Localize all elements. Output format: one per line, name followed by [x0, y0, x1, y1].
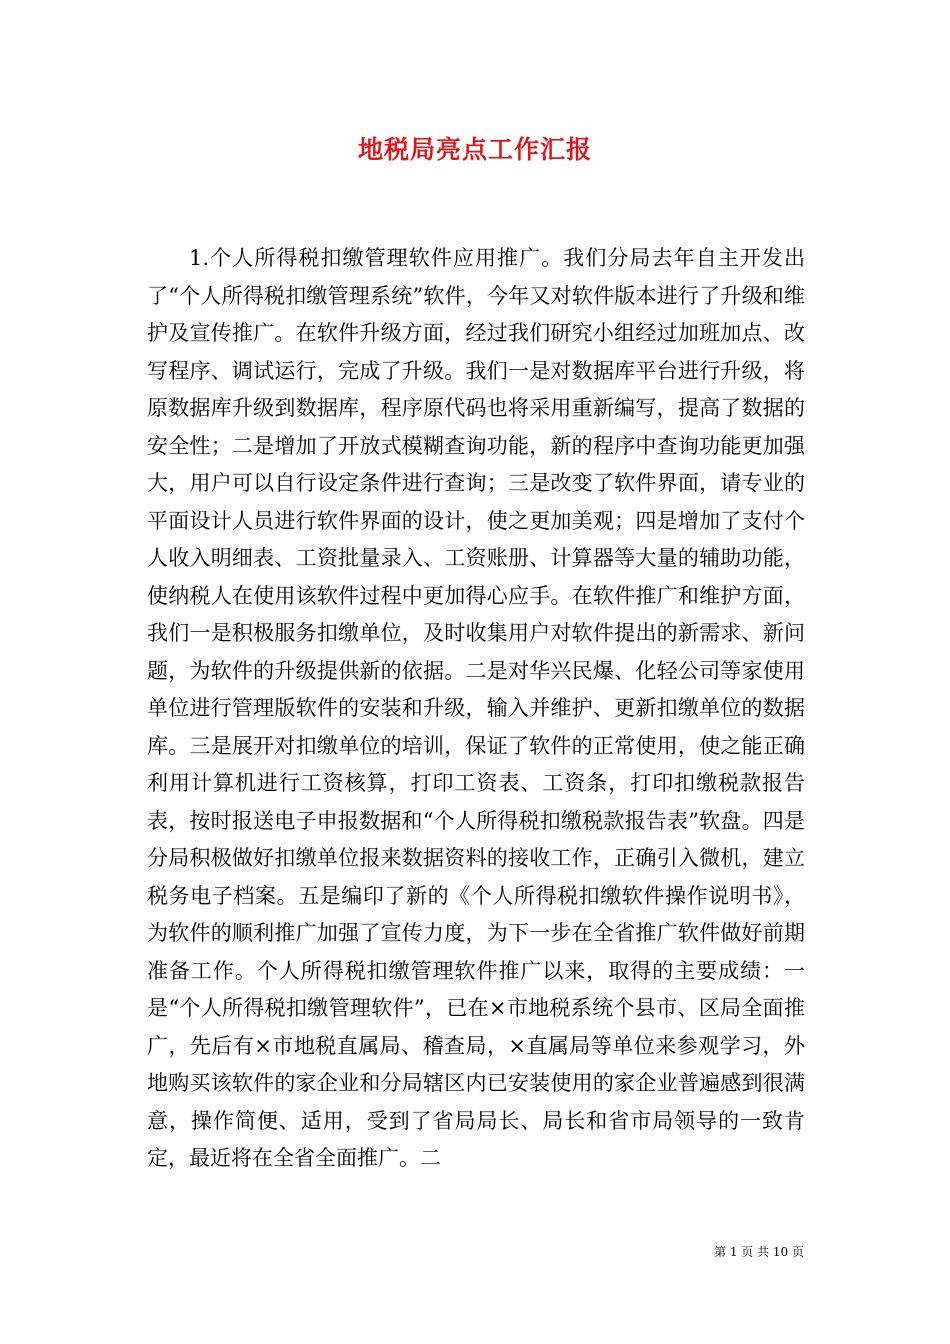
page-title: 地税局亮点工作汇报: [357, 135, 592, 164]
page-number: 第 1 页 共 10 页: [714, 1245, 804, 1259]
body-paragraph: 1.个人所得税扣缴管理软件应用推广。我们分局去年自主开发出了“个人所得税扣缴管理系统”软件，今年又对软件版本进行了升级和维护及宣传推广。在软件升级方面，经过我们研究小组经过加班加点、改写程序、调试运行，完成了升级。我们一是对数据库平台进行升级，将原数据库升级到数据库，程序原代码也将采用重新编写，提高了数据的安全性；二是增加了开放式模糊查询功能，新的程序中查询功能更加强大，用户可以自行设定条件进行查询；三是改变了软件界面，请专业的平面设计人员进行软件界面的设计，使之更加美观；四是增加了支付个人收入明细表、工资批量录入、工资账册、计算器等大量的辅助功能，使纳税人在使用该软件过程中更加得心应手。在软件推广和维护方面，我们一是积极服务扣缴单位，及时收集用户对软件提出的新需求、新问题，为软件的升级提供新的依据。二是对华兴民爆、化轻公司等家使用单位进行管理版软件的安装和升级，输入并维护、更新扣缴单位的数据库。三是展开对扣缴单位的培训，保证了软件的正常使用，使之能正确利用计算机进行工资核算，打印工资表、工资条，打印扣缴税款报告表，按时报送电子申报数据和“个人所得税扣缴税款报告表”软盘。四是分局积极做好扣缴单位报来数据资料的接收工作，正确引入微机，建立税务电子档案。五是编印了新的《个人所得税扣缴软件操作说明书》，为软件的顺利推广加强了宣传力度，为下一步在全省推广软件做好前期准备工作。个人所得税扣缴管理软件推广以来，取得的主要成绩：一是“个人所得税扣缴管理软件”，已在×市地税系统个县市、区局全面推广，先后有×市地税直属局、稽查局，×直属局等单位来参观学习，外地购买该软件的家企业和分局辖区内已安装使用的家企业普遍感到很满意，操作简便、适用，受到了省局局长、局长和省市局领导的一致肯定，最近将在全省全面推广。二: [147, 246, 805, 1170]
